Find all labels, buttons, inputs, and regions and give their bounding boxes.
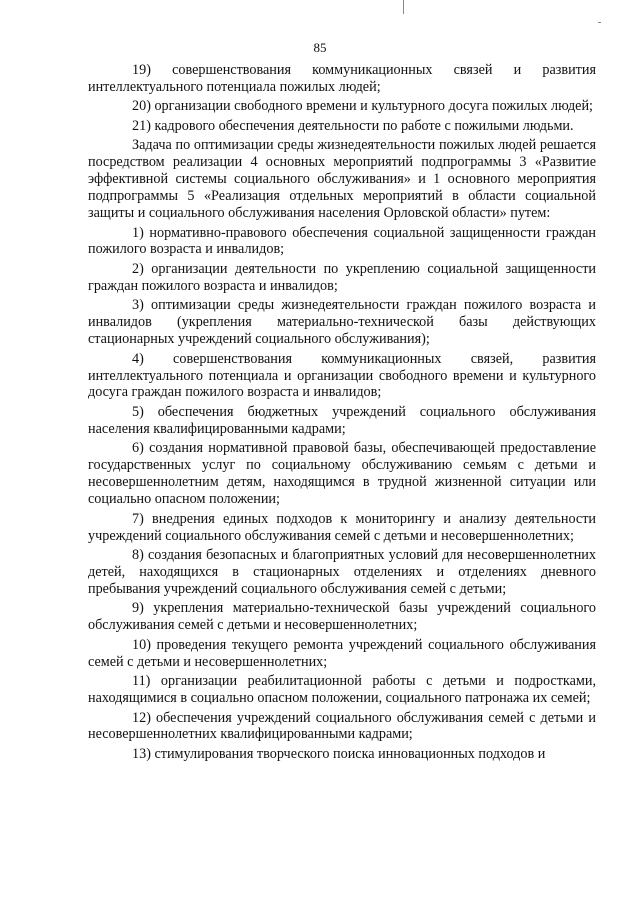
scan-artifact bbox=[403, 0, 404, 14]
scan-artifact bbox=[598, 22, 601, 23]
list-item-13: 13) стимулирования творческого поиска инновационных подходов и bbox=[132, 745, 546, 762]
list-item-2: 2) организации деятельности по укреплению социальной защищенности граждан пожилого возраста и инвалидов; bbox=[88, 260, 596, 294]
document-body bbox=[88, 62, 596, 765]
list-item-9: 9) укрепления материально-технической базы учреждений социального обслуживания семей с детьми и несовершеннолетних; bbox=[88, 600, 596, 634]
list-item-3: 3) оптимизации среды жизнедеятельности граждан пожилого возраста и инвалидов (укрепления материально-технической базы действующих стационарных учреждений социального обслуживания); bbox=[88, 297, 596, 348]
list-item-11: 11) организации реабилитационной работы с детьми и подростками, находящимися в социально опасном положении, социального патронажа их семей; bbox=[88, 673, 596, 707]
list-item-5: 5) обеспечения бюджетных учреждений социального обслуживания населения квалифицированными кадрами; bbox=[88, 403, 596, 437]
list-item-10: 10) проведения текущего ремонта учреждений социального обслуживания семей с детьми и несовершеннолетних; bbox=[88, 636, 596, 670]
list-item-7: 7) внедрения единых подходов к мониторингу и анализу деятельности учреждений социального обслуживания семей с детьми и несовершеннолетних; bbox=[88, 510, 596, 544]
list-item-1: 1) нормативно-правового обеспечения социальной защищенности граждан пожилого возраста и инвалидов; bbox=[88, 224, 596, 258]
list-item-8: 8) создания безопасных и благоприятных условий для несовершеннолетних детей, находящихся в стационарных отделениях и отделениях дневного пребывания учреждений социального обслуживания семей с детьми; bbox=[88, 547, 596, 597]
page-number: 85 bbox=[313, 40, 327, 55]
list-item-4: 4) совершенствования коммуникационных связей, развития интеллектуального потенциала и организации свободного времени и культурного досуга граждан пожилого возраста и инвалидов; bbox=[88, 350, 596, 401]
list-item-6: 6) создания нормативной правовой базы, обеспечивающей предоставление государственных услуг по социальному обслуживанию семьям с детьми и несовершеннолетним детям, находящимся в трудной жизненной ситуации или социально опасном положении; bbox=[88, 440, 596, 508]
list-item-19: 19) совершенствования коммуникационных связей и развития интеллектуального потенциала пожилых людей; bbox=[88, 62, 596, 95]
task-paragraph: Задача по оптимизации среды жизнедеятельности пожилых людей решается посредством реализации 4 основных мероприятий подпрограммы 3 «Развитие эффективной системы социального обслуживания» и 1 основного мероприятия подпрограммы 5 «Реализация отдельных мероприятий в области социальной защиты и социального обслуживания населения Орловской области» путем: bbox=[88, 137, 596, 222]
list-item-20: 20) организации свободного времени и культурного досуга пожилых людей; bbox=[132, 98, 594, 115]
list-item-21: 21) кадрового обеспечения деятельности по работе с пожилыми людьми. bbox=[132, 117, 574, 134]
list-item-12: 12) обеспечения учреждений социального обслуживания семей с детьми и несовершеннолетних квалифицированными кадрами; bbox=[88, 709, 596, 743]
